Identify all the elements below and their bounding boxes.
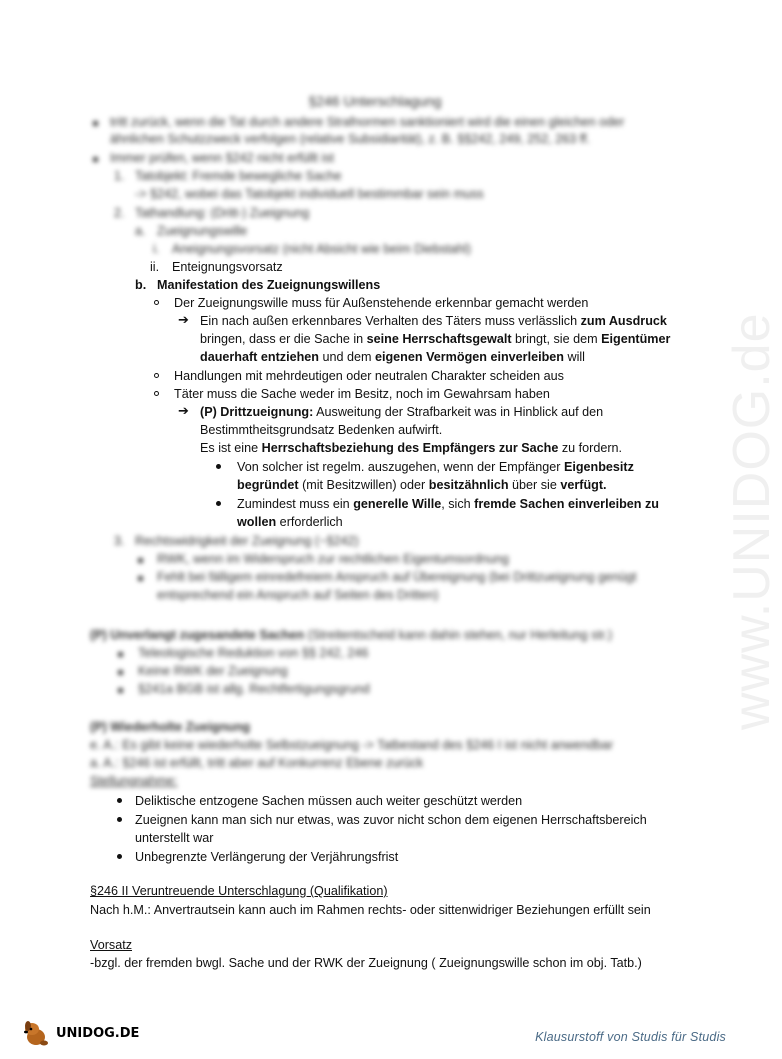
text-line: Es ist eine Herrschaftsbeziehung des Empfängers zur Sache zu fordern.: [200, 441, 623, 455]
text-line: wollen erforderlich: [237, 515, 343, 529]
section-heading: Vorsatz: [90, 938, 132, 952]
text-line: Der Zueignungswille muss für Außenstehende erkennbar gemacht werden: [174, 296, 589, 310]
text-line: dauerhaft entziehen und dem eigenen Vermögen einverleiben will: [200, 350, 585, 364]
bullet-icon: [93, 157, 98, 162]
bullet-icon: [138, 576, 143, 581]
unidog-logo: [22, 1018, 139, 1048]
text-line: Nach h.M.: Anvertrautsein kann auch im Rahmen rechts- oder sittenwidriger Beziehungen erfüllt sein: [90, 903, 651, 917]
text-line: Immer prüfen, wenn §242 nicht erfüllt ist: [110, 151, 334, 165]
list-letter: a.: [135, 224, 146, 238]
bullet-icon: [118, 688, 123, 693]
text-line: Stellungnahme:: [90, 774, 178, 788]
footer-tagline: Klausurstoff von Studis für Studis: [535, 1030, 726, 1044]
watermark: [670, 280, 781, 730]
text-line: a. A.: §246 ist erfüllt, tritt aber auf Konkurrenz Ebene zurück: [90, 756, 424, 770]
bullet-icon: [117, 798, 122, 803]
text-line: Aneignungsvorsatz (nicht Absicht wie beim Diebstahl): [172, 242, 471, 256]
text-line: (P) Wiederholte Zueignung: [90, 720, 251, 734]
text-line: Teleologische Reduktion von §§ 242, 246: [138, 646, 369, 660]
text-line: RWK, wenn im Widerspruch zur rechtlichen Eigentumsordnung: [157, 552, 509, 566]
text-line: Keine RWK der Zueignung: [138, 664, 288, 678]
dog-icon: [22, 1018, 54, 1048]
section-heading: Manifestation des Zueignungswillens: [157, 278, 381, 292]
arrow-icon: ➔: [178, 313, 189, 328]
watermark-text: www.UNIDOG.de: [723, 312, 781, 730]
list-number: 3.: [114, 534, 125, 548]
circle-bullet-icon: [154, 300, 159, 305]
list-number: 1.: [114, 169, 125, 183]
section-heading: §246 II Veruntreuende Unterschlagung (Qualifikation): [90, 884, 388, 898]
text-line: bringen, dass er die Sache in seine Herrschaftsgewalt bringt, sie dem Eigentümer: [200, 332, 671, 346]
text-line: Tathandlung: (Dritt-) Zueignung: [135, 206, 310, 220]
list-number: 2.: [114, 206, 125, 220]
text-line: Bestimmtheitsgrundsatz Bedenken aufwirft.: [200, 423, 443, 437]
bullet-icon: [117, 854, 122, 859]
bullet-icon: [216, 501, 221, 506]
bullet-icon: [118, 652, 123, 657]
text-line: begründet (mit Besitzwillen) oder besitzähnlich über sie verfügt.: [237, 478, 607, 492]
bullet-icon: [93, 121, 98, 126]
text-line: e. A.: Es gibt keine wiederholte Selbstzueignung -> Tatbestand des §246 I ist nicht anwendbar: [90, 738, 614, 752]
text-line: Rechtswidrigkeit der Zueignung (~§242): [135, 534, 359, 548]
circle-bullet-icon: [154, 373, 159, 378]
text-line: Fehlt bei fälligem einredefreiem Anspruch auf Übereignung (bei Drittzueignung genügt: [157, 570, 637, 584]
text-line: -bzgl. der fremden bwgl. Sache und der RWK der Zueignung ( Zueignungswille schon im obj. Tatb.): [90, 956, 642, 970]
bullet-icon: [118, 670, 123, 675]
text-line: ähnlichen Schutzzweck verfolgen (relative Subsidiarität), z. B. §§242, 249, 252, 263 ff.: [110, 132, 591, 146]
text-line: unterstellt war: [135, 831, 214, 845]
text-line: -> §242, wobei das Tatobjekt individuell bestimmbar sein muss: [135, 187, 484, 201]
text-line: Zueignen kann man sich nur etwas, was zuvor nicht schon dem eigenen Herrschaftsbereich: [135, 813, 647, 827]
logo-text: UNIDOG.DE: [56, 1025, 140, 1041]
text-line: Unbegrenzte Verlängerung der Verjährungsfrist: [135, 850, 399, 864]
list-letter: b.: [135, 278, 147, 292]
bullet-icon: [216, 464, 221, 469]
bullet-icon: [138, 558, 143, 563]
text-line: Enteignungsvorsatz: [172, 260, 283, 274]
circle-bullet-icon: [154, 391, 159, 396]
text-line: Täter muss die Sache weder im Besitz, noch im Gewahrsam haben: [174, 387, 550, 401]
text-line: tritt zurück, wenn die Tat durch andere Strafnormen sanktioniert wird die einen gleichen oder: [110, 115, 625, 129]
page-title: §246 Unterschlagung: [308, 93, 442, 109]
list-roman: i.: [153, 242, 160, 256]
text-line: Handlungen mit mehrdeutigen oder neutralen Charakter scheiden aus: [174, 369, 564, 383]
text-line: entsprechend ein Anspruch auf Seiten des Dritten): [157, 588, 439, 602]
text-line: Deliktische entzogene Sachen müssen auch weiter geschützt werden: [135, 794, 523, 808]
arrow-icon: ➔: [178, 404, 189, 419]
text-line: §241a BGB ist allg. Rechtfertigungsgrund: [138, 682, 370, 696]
text-line: (P) Drittzueignung: Ausweitung der Strafbarkeit was in Hinblick auf den: [200, 405, 604, 419]
text-line: (P) Unverlangt zugesandete Sachen (Streitentscheid kann dahin stehen, nur Herleitung str.): [90, 628, 613, 642]
bullet-icon: [117, 817, 122, 822]
text-line: Zueignungswille: [157, 224, 248, 238]
text-line: Tatobjekt: Fremde bewegliche Sache: [135, 169, 342, 183]
text-line: Ein nach außen erkennbares Verhalten des Täters muss verlässlich zum Ausdruck: [200, 314, 667, 328]
text-line: Von solcher ist regelm. auszugehen, wenn der Empfänger Eigenbesitz: [237, 460, 634, 474]
list-roman: ii.: [150, 260, 160, 274]
text-line: Zumindest muss ein generelle Wille, sich fremde Sachen einverleiben zu: [237, 497, 659, 511]
